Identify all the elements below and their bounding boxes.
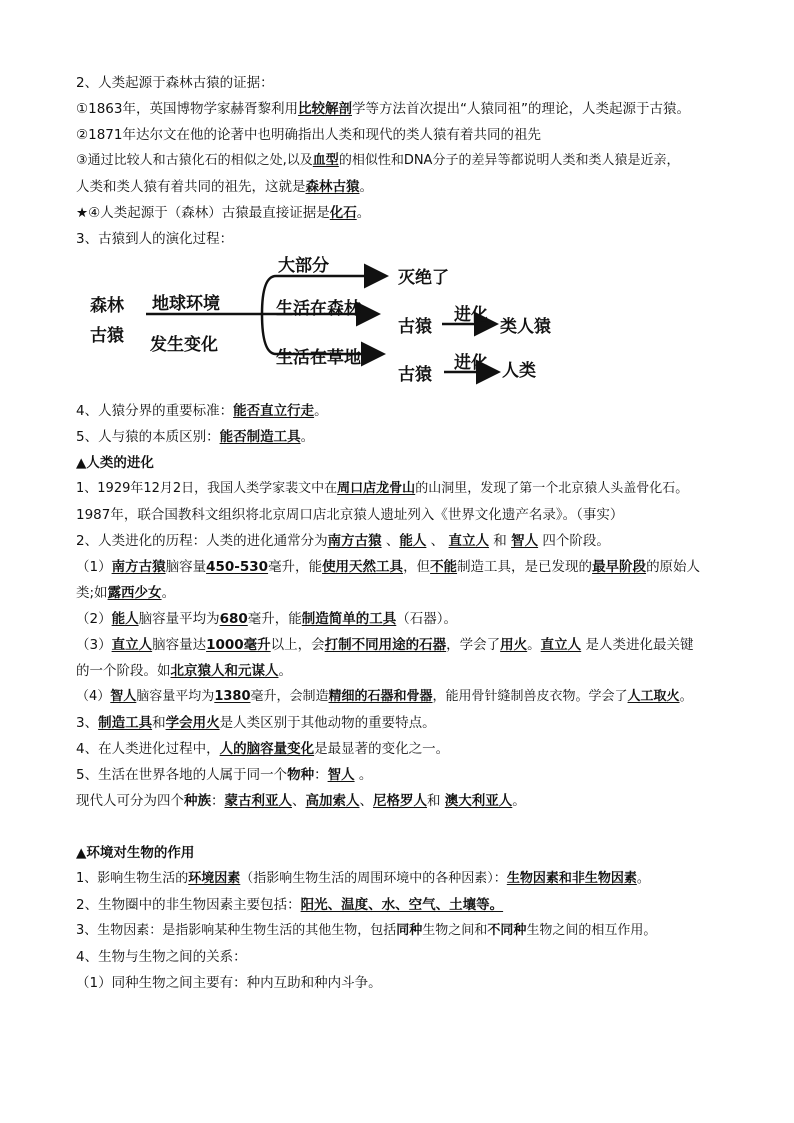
- branch-bot-label: 生活在草地: [276, 348, 361, 368]
- source-label-line2: 古猿: [90, 326, 124, 346]
- branch-mid-label: 生活在森林: [276, 299, 361, 319]
- cause-label-line1: 地球环境: [152, 294, 220, 314]
- result-top-label: 灭绝了: [398, 268, 449, 288]
- evidence-1: ①1863年，英国博物学家赫胥黎利用比较解剖学等方法首次提出“人猿同祖”的理论，人类起源于古猿。: [76, 101, 690, 117]
- human-evolution-title: ▲人类的进化: [76, 455, 154, 471]
- document-page: [76, 70, 726, 996]
- human-evo-3: 3、制造工具和学会用火是人类区别于其他动物的重要特点。: [76, 715, 436, 731]
- evolution-heading: 3、古猿到人的演化过程：: [76, 231, 234, 247]
- bot-evolve-label: 进化: [454, 353, 488, 373]
- cause-label-line2: 发生变化: [150, 335, 218, 355]
- mid-evolve-label: 进化: [454, 305, 488, 325]
- environment-2: 2、生物圈中的非生物因素主要包括：阳光、温度、水、空气、土壤等。: [76, 897, 504, 913]
- evolution-diagram: [76, 254, 726, 394]
- criteria-5: 5、人与猿的本质区别：能否制造工具。: [76, 429, 315, 445]
- result-bot-label: 人类: [502, 361, 536, 381]
- stage-3: （3）直立人脑容量达1000毫升以上，会打制不同用途的石器，学会了用火。直立人 是人类进化最关键: [76, 637, 694, 653]
- source-label-line1: 森林: [90, 296, 124, 316]
- environment-4: 4、生物与生物之间的关系：: [76, 949, 247, 965]
- environment-1: 1、影响生物生活的环境因素（指影响生物生活的周围环境中的各种因素）：生物因素和非生物因素。: [76, 871, 650, 886]
- mid-node-label: 古猿: [398, 317, 432, 337]
- human-evo-1-cont: 1987年，联合国教科文组织将北京周口店北京猿人遗址列入《世界文化遗产名录》。（事实）: [76, 507, 624, 523]
- evidence-4: ★④人类起源于（森林）古猿最直接证据是化石。: [76, 205, 371, 221]
- evidence-2: ②1871年达尔文在他的论著中也明确指出人类和现代的类人猿有着共同的祖先: [76, 127, 541, 143]
- human-evo-6: 现代人可分为四个种族：蒙古利亚人、高加索人、尼格罗人和 澳大利亚人。: [76, 793, 526, 809]
- criteria-4: 4、人猿分界的重要标准：能否直立行走。: [76, 403, 328, 419]
- section-gap: [76, 814, 726, 840]
- bot-node-label: 古猿: [398, 365, 432, 385]
- human-evo-2: 2、人类进化的历程：人类的进化通常分为南方古猿 、能人 、 直立人 和 智人 四个阶段。: [76, 533, 610, 549]
- stage-1: （1）南方古猿脑容量450-530毫升，能使用天然工具，但不能制造工具，是已发现的最早阶段的原始人: [76, 559, 701, 575]
- evidence-3: ③通过比较人和古猿化石的相似之处,以及血型的相似性和DNA分子的差异等都说明人类和类人猿是近亲，: [76, 153, 680, 168]
- evidence-3-cont: 人类和类人猿有着共同的祖先，这就是森林古猿。: [76, 179, 373, 195]
- human-evo-1: 1、1929年12月2日，我国人类学家裴文中在周口店龙骨山的山洞里，发现了第一个北京猿人头盖骨化石。: [76, 481, 689, 496]
- environment-5: （1）同种生物之间主要有：种内互助和种内斗争。: [76, 975, 382, 991]
- result-mid-label: 类人猿: [500, 317, 551, 337]
- environment-3: 3、生物因素：是指影响某种生物生活的其他生物，包括同种生物之间和不同种生物之间的相互作用。: [76, 923, 657, 938]
- branch-top-label: 大部分: [278, 256, 329, 276]
- environment-title: ▲环境对生物的作用: [76, 845, 195, 861]
- human-evo-4: 4、在人类进化过程中，人的脑容量变化是最显著的变化之一。: [76, 741, 450, 757]
- stage-4: （4）智人脑容量平均为1380毫升，会制造精细的石器和骨器，能用骨针缝制兽皮衣物。学会了人工取火。: [76, 689, 693, 704]
- human-evo-5: 5、生活在世界各地的人属于同一个物种：智人 。: [76, 767, 373, 783]
- stage-3-cont: 的一个阶段。如北京猿人和元谋人。: [76, 663, 292, 679]
- stage-1-cont: 类;如露西少女。: [76, 585, 176, 601]
- origin-heading: 2、人类起源于森林古猿的证据：: [76, 75, 274, 91]
- stage-2: （2）能人脑容量平均为680毫升，能制造简单的工具（石器）。: [76, 611, 458, 627]
